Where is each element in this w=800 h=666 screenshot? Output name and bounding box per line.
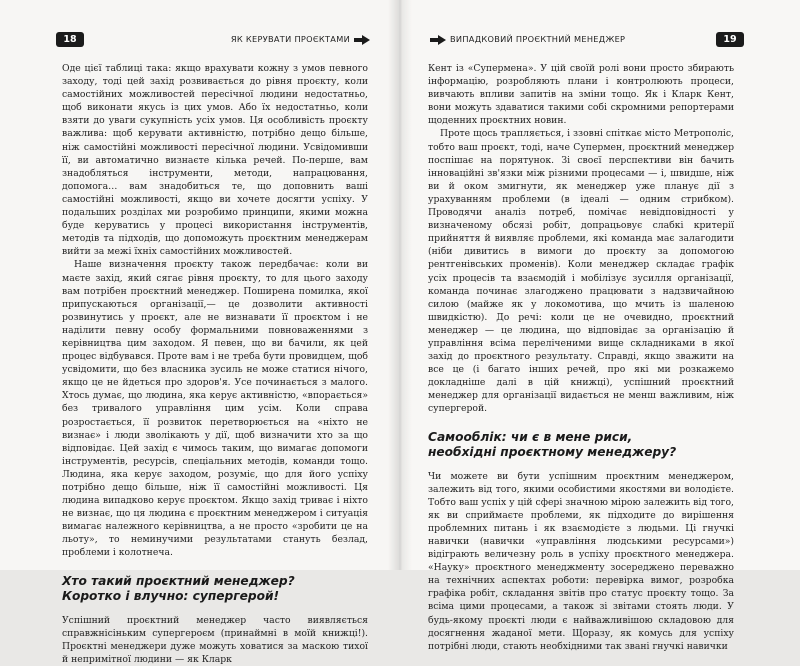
section-heading-line: Коротко і влучно: супергерой! [62,588,280,603]
book-gutter-shadow [388,0,412,570]
section-heading-line: Самооблік: чи є в мене риси, [428,429,633,444]
paragraph: Чи можете ви бути успішним проєктним менеджером, залежить від того, якими особистими якостями ви володієте. Тобто ваш успіх у цій сфері значною мірою залежить від того, як ви сприймаєте проблеми, як підходите до вирішення проблемних питань і як взаємодієте з людьми. Ці гнучкі навички (навички «управління людськими ресурсами») відіграють величезну роль в успіху проєктного менеджера. «Науку» проєктного менеджменту зосереджено переважно на технічних аспектах роботи: перевірка вимог, розробка графіка робіт, складання звітів про статус проєкту тощо. За всіма цими процесами, а також зі звітами стоять люди. У будь-якому проєкті люди є найважливішою складовою для досягнення жаданої мети. Щоразу, як комусь для успіху потрібні люди, стають необхідними так звані гнучкі навички [428,470,734,652]
paragraph: Наше визначення проєкту також передбачає: коли ви маєте захід, який сягає рівня проєкту, то для цього заходу вам потрібен проєктний менеджер. Поширена помилка, якої припускаються організації,— це дозволити активності розвинутись у проєкт, але не визнавати її проєктом і не наділити певну особу формальними повноваженнями з керівництва цим заходом. Я певен, що ви бачили, як цей процес відбувався. Проте вам і не треба бути провидцем, щоб усвідомити, що без власника зусиль не може статися нічого, якщо це не йдеться про здоров'я. Усе починається з малого. Хтось думає, що людина, яка керує активністю, «впорається» без тривалого управління цим усім. Коли справа розростається, її розвиток перетворюється на «ніхто не визнає» і люди зволікають у дії, щоб визначити хто за що відповідає. Цей захід є чимось таким, що вимагає допомоги інструментів, ресурсів, спеціальних методів, команди тощо. Людина, яка керує заходом, розуміє, що для його успіху потрібно дещо більше, ніж її самостійні можливості. Ця людина випадково керує проєктом. Якщо захід триває і ніхто не визнає, що ця людина є проєктним менеджером і ситуація вимагає належного керівництва, а не просто «зробити це на льоту», то неминучими результатами стануть безлад, проблеми і колотнеча. [62,259,368,559]
running-head: ВИПАДКОВИЙ ПРОЄКТНИЙ МЕНЕДЖЕР [450,34,626,44]
running-head: ЯК КЕРУВАТИ ПРОЄКТАМИ [230,34,350,44]
left-page-header [56,32,370,48]
page-number: 18 [56,32,84,47]
section-heading-line: необхідні проєктному менеджеру? [428,444,677,459]
right-page-header [428,32,744,48]
left-page-body [62,62,368,666]
page-number: 19 [716,32,744,47]
paragraph: Кент із «Супермена». У цій своїй ролі вони просто збирають інформацію, розробляють плани і контролюють процеси, вивчають впливи запитів на зміни тощо. Як і Кларк Кент, вони можуть здаватися такими собі скромними репортерами щоденних проєктних новин. [428,63,734,127]
paragraph: Проте щось трапляється, і ззовні спіткає місто Метрополіс, тобто ваш проєкт, тоді, наче Супермен, проєктний менеджер поспішає на порятунок. Зі своєї перспективи він бачить інноваційні зв'язки між різними процесами — і, швидше, ніж ви й оком змигнути, як менеджер уже планує дії з урахуванням проблеми (в ідеалі — одним стрибком). Проводячи аналіз потреб, помічає невідповідності у визначеному обсязі робіт, допрацьовує слабкі критерії прийняття й виявляє проблеми, які команда має залагодити (ніби дивитись в вимоги до проєкту за допомогою рентгенівських променів). Коли менеджер складає графік усіх процесів та взаємодій і мобілізує зусилля організації, команда починає злагоджено працювати з надзвичайною силою (майже як у локомотива, що мчить із шаленою швидкістю). До речі: коли це не очевидно, проєктний менеджер — це людина, що відповідає за організацію й управління всіма переліченими вище складниками в якої захід до проєктного результату. Справді, якщо зважити на все це (і багато інших речей, про які ми розкажемо докладніше далі в цій книжці), успішний проєктний менеджер для організації видається не менш важливим, ніж супергерой. [428,128,734,415]
section-heading-line: Хто такий проєктний менеджер? [62,573,295,588]
right-page [400,0,800,652]
right-page-body [428,62,734,653]
paragraph: Успішний проєктний менеджер часто виявляється справжнісіньким супергероєм (принаймні в моїй книжці!). Проєктні менеджери дуже можуть ховатися за маскою тихої й непримітної людини — як Кларк [62,614,368,665]
paragraph: Оде цієї таблиці така: якщо врахувати кожну з умов певного заходу, тоді цей захід розвивається до рівня проєкту, коли самостійних можливостей пересічної людини недостатньо, щоб виконати якусь із цих умов. Або їх недостатньо, коли взяти до уваги сукупність усіх умов. Ця особливість проєкту важлива: щоб керувати активністю, потрібно дещо більше, ніж самостійні можливості пересічної людини. Усвідомивши її, ви автоматично визнаєте кілька речей. По-перше, вам знадобляться інструменти, методи, напрацювання, допомога… вам знадобиться те, що доповнить ваші самостійні можливості, якщо ви хочете досягти успіху. У подальших розділах ми розробимо принципи, якими можна буде керуватись у процесі використання інструментів, методів та підходів, що допоможуть проєктним менеджерам вийти за межі їхніх самостійних можливостей. [62,63,368,258]
section-heading [428,430,734,460]
left-page [0,0,400,665]
section-heading [62,574,368,604]
